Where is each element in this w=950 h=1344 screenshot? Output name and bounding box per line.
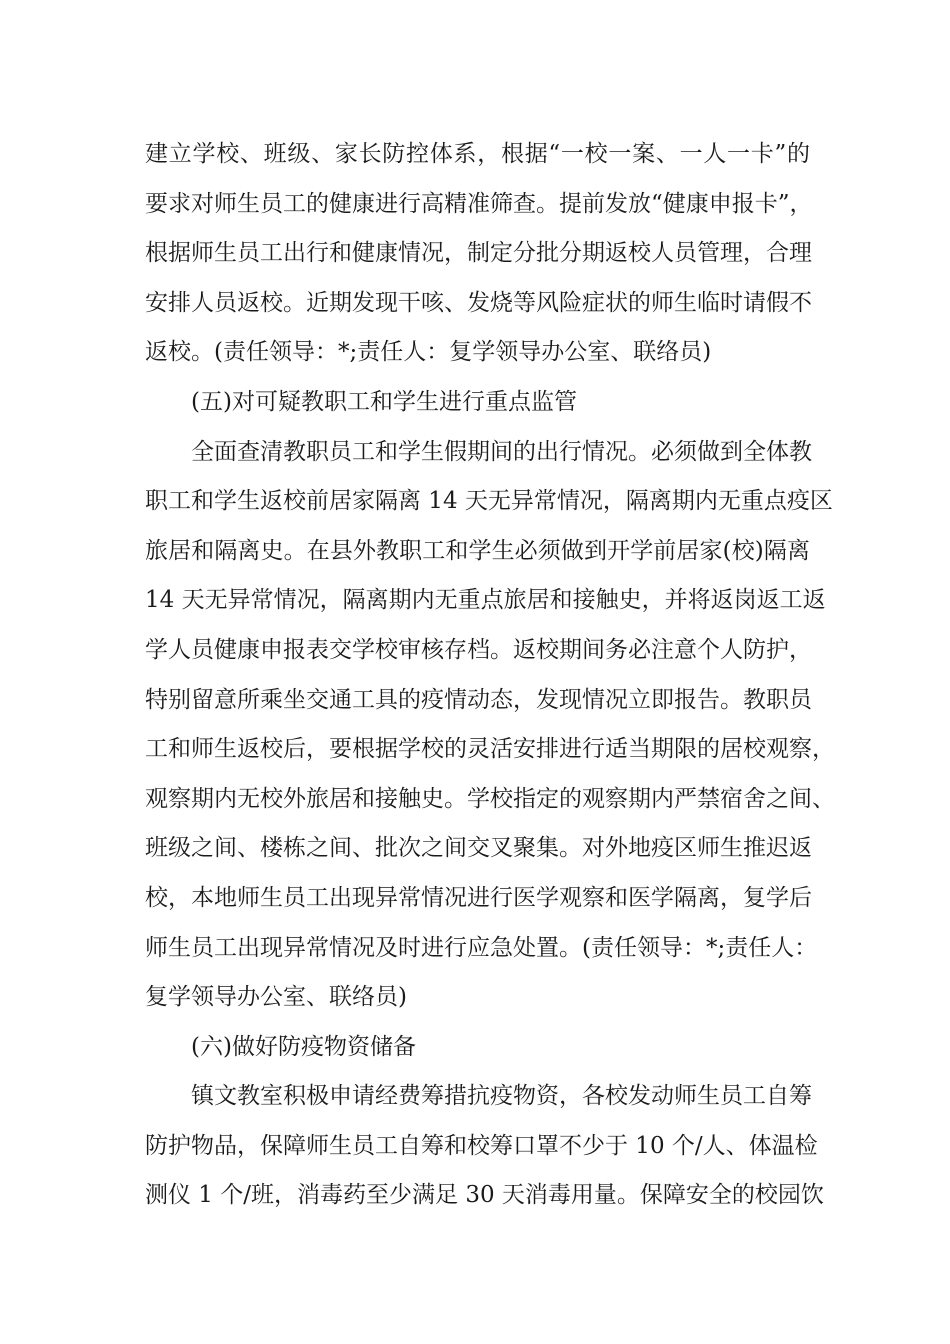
text-line: 职工和学生返校前居家隔离 14 天无异常情况，隔离期内无重点疫区 [145, 488, 833, 515]
text-line: 工和师生返校后，要根据学校的灵活安排进行适当期限的居校观察， [145, 736, 835, 763]
text-line: 校，本地师生员工出现异常情况进行医学观察和医学隔离，复学后 [145, 884, 812, 911]
text-line: 班级之间、楼栋之间、批次之间交叉聚集。对外地疫区师生推迟返 [145, 835, 812, 862]
text-line: 安排人员返校。近期发现干咳、发烧等风险症状的师生临时请假不 [145, 289, 812, 316]
text-line: 特别留意所乘坐交通工具的疫情动态，发现情况立即报告。教职员 [145, 686, 812, 713]
text-line: 返校。(责任领导：*;责任人：复学领导办公室、联络员) [145, 339, 712, 366]
text-line: 旅居和隔离史。在县外教职工和学生必须做到开学前居家(校)隔离 [145, 537, 810, 564]
section-heading: (五)对可疑教职工和学生进行重点监管 [191, 388, 577, 415]
text-line: 要求对师生员工的健康进行高精准筛查。提前发放“健康申报卡”， [145, 190, 813, 217]
text-line: 根据师生员工出行和健康情况，制定分批分期返校人员管理，合理 [145, 240, 812, 267]
document-body [145, 130, 835, 1221]
text-line: 学人员健康申报表交学校审核存档。返校期间务必注意个人防护， [145, 636, 812, 663]
text-line: 观察期内无校外旅居和接触史。学校指定的观察期内严禁宿舍之间、 [145, 785, 835, 812]
text-line: 测仪 1 个/班，消毒药至少满足 30 天消毒用量。保障安全的校园饮 [145, 1182, 824, 1209]
text-line: 师生员工出现异常情况及时进行应急处置。(责任领导：*;责任人： [145, 934, 818, 961]
text-line: 14 天无异常情况，隔离期内无重点旅居和接触史，并将返岗返工返 [145, 587, 826, 614]
text-line: 防护物品，保障师生员工自筹和校筹口罩不少于 10 个/人、体温检 [145, 1132, 818, 1159]
text-line: 全面查清教职员工和学生假期间的出行情况。必须做到全体教 [191, 438, 812, 465]
text-line: 镇文教室积极申请经费筹措抗疫物资，各校发动师生员工自筹 [191, 1083, 812, 1110]
section-heading: (六)做好防疫物资储备 [191, 1033, 416, 1060]
text-line: 复学领导办公室、联络员) [145, 984, 407, 1011]
text-line: 建立学校、班级、家长防控体系，根据“一校一案、一人一卡”的 [145, 141, 810, 167]
